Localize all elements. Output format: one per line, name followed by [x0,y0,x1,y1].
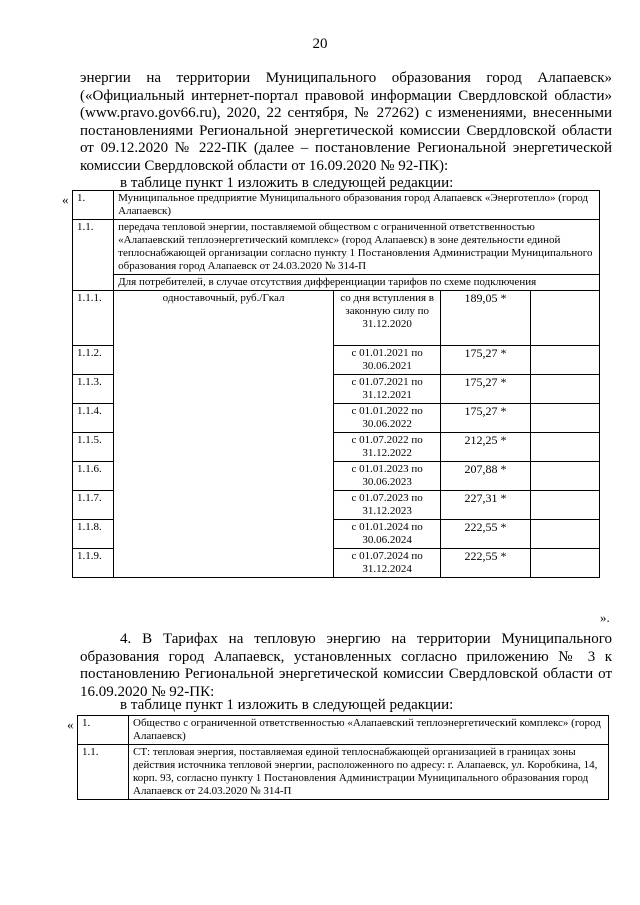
paragraph-1: энергии на территории Муниципального образования город Алапаевск» («Официальный интернет-портал правовой информации Свердловской области» (www.pravo.gov66.ru), 2020, 22 сентября, № 27262) с изменениями, внесенными постановлениями Региональной энергетической комиссии Свердловской области от 09.12.2020 № 222-ПК (далее – постановление Региональной энергетической комиссии Свердловской области от 16.09.2020 № 92-ПК): [80,70,612,174]
row-number: 1.1.1. [73,291,114,346]
row-number: 1.1. [73,220,114,291]
quote-close-1: ». [600,610,610,625]
period: со дня вступления в законную силу по 31.12.2020 [333,291,440,346]
empty-cell [530,433,599,462]
table-row [73,275,600,291]
row-number: 1.1.4. [73,404,114,433]
quote-open-2: « [67,717,74,732]
empty-cell [530,491,599,520]
intro-1: в таблице пункт 1 изложить в следующей редакции: [120,175,454,191]
tariff-value: 175,27 * [441,375,530,404]
row-number: 1.1.5. [73,433,114,462]
org-name: Общество с ограниченной ответственностью «Алапаевский теплоэнергетический комплекс» (город Алапаевск) [129,716,609,745]
row-number: 1.1.3. [73,375,114,404]
tariff-value: 222,55 * [441,549,530,578]
table-row [78,716,609,745]
period: с 01.07.2023 по 31.12.2023 [333,491,440,520]
tariff-value: 222,55 * [441,520,530,549]
tariff-value: 227,31 * [441,491,530,520]
consumer-group: Для потребителей, в случае отсутствия дифференциации тарифов по схеме подключения [114,275,600,291]
empty-cell [530,291,599,346]
page-number: 20 [312,36,328,52]
tariff-table-1 [72,190,600,578]
table-row [78,745,609,800]
tariff-value: 207,88 * [441,462,530,491]
quote-open-1: « [62,192,69,207]
row-number: 1.1. [78,745,129,800]
tariff-value: 175,27 * [441,404,530,433]
empty-cell [530,346,599,375]
row-number: 1.1.7. [73,491,114,520]
tariff-label: одноставочный, руб./Гкал [114,291,334,578]
table-row [73,291,600,346]
tariff-value: 212,25 * [441,433,530,462]
row-number: 1.1.8. [73,520,114,549]
empty-cell [530,520,599,549]
tariff-value: 189,05 * [441,291,530,346]
table-row [73,220,600,275]
empty-cell [530,375,599,404]
period: с 01.01.2023 по 30.06.2023 [333,462,440,491]
org-name: Муниципальное предприятие Муниципального образования город Алапаевск «Энерготепло» (город Алапаевск) [114,191,600,220]
paragraph-2: 4. В Тарифах на тепловую энергию на территории Муниципального образования город Алапаевск, установленных согласно приложению № 3 к постановлению Региональной энергетической комиссии Свердловской области от 16.09.2020 № 92-ПК: [80,631,612,700]
tariff-value: 175,27 * [441,346,530,375]
row-number: 1.1.9. [73,549,114,578]
row-number: 1.1.6. [73,462,114,491]
period: с 01.01.2022 по 30.06.2022 [333,404,440,433]
period: с 01.07.2022 по 31.12.2022 [333,433,440,462]
period: с 01.01.2024 по 30.06.2024 [333,520,440,549]
row-number: 1. [73,191,114,220]
period: с 01.07.2021 по 31.12.2021 [333,375,440,404]
period: с 01.01.2021 по 30.06.2021 [333,346,440,375]
period: с 01.07.2024 по 31.12.2024 [333,549,440,578]
empty-cell [530,549,599,578]
table-row [73,191,600,220]
service-description: СТ: тепловая энергия, поставляемая единой теплоснабжающей организацией в границах зоны действия источника тепловой энергии, расположенного по адресу: г. Алапаевск, ул. Коробкина, 14, корп. 93, согласно пункту 1 Постановления Администрации Муниципального образования город Алапаевск от 24.03.2020 № 314-П [129,745,609,800]
tariff-table-2 [77,715,609,800]
row-number: 1. [78,716,129,745]
empty-cell [530,404,599,433]
empty-cell [530,462,599,491]
service-description: передача тепловой энергии, поставляемой обществом с ограниченной ответственностью «Алапаевский теплоэнергетический комплекс» (город Алапаевск) в зоне деятельности единой теплоснабжающей организации согласно пункту 1 Постановления Администрации Муниципального образования город Алапаевск от 24.03.2020 № 314-П [114,220,600,275]
row-number: 1.1.2. [73,346,114,375]
intro-2: в таблице пункт 1 изложить в следующей редакции: [120,697,454,713]
